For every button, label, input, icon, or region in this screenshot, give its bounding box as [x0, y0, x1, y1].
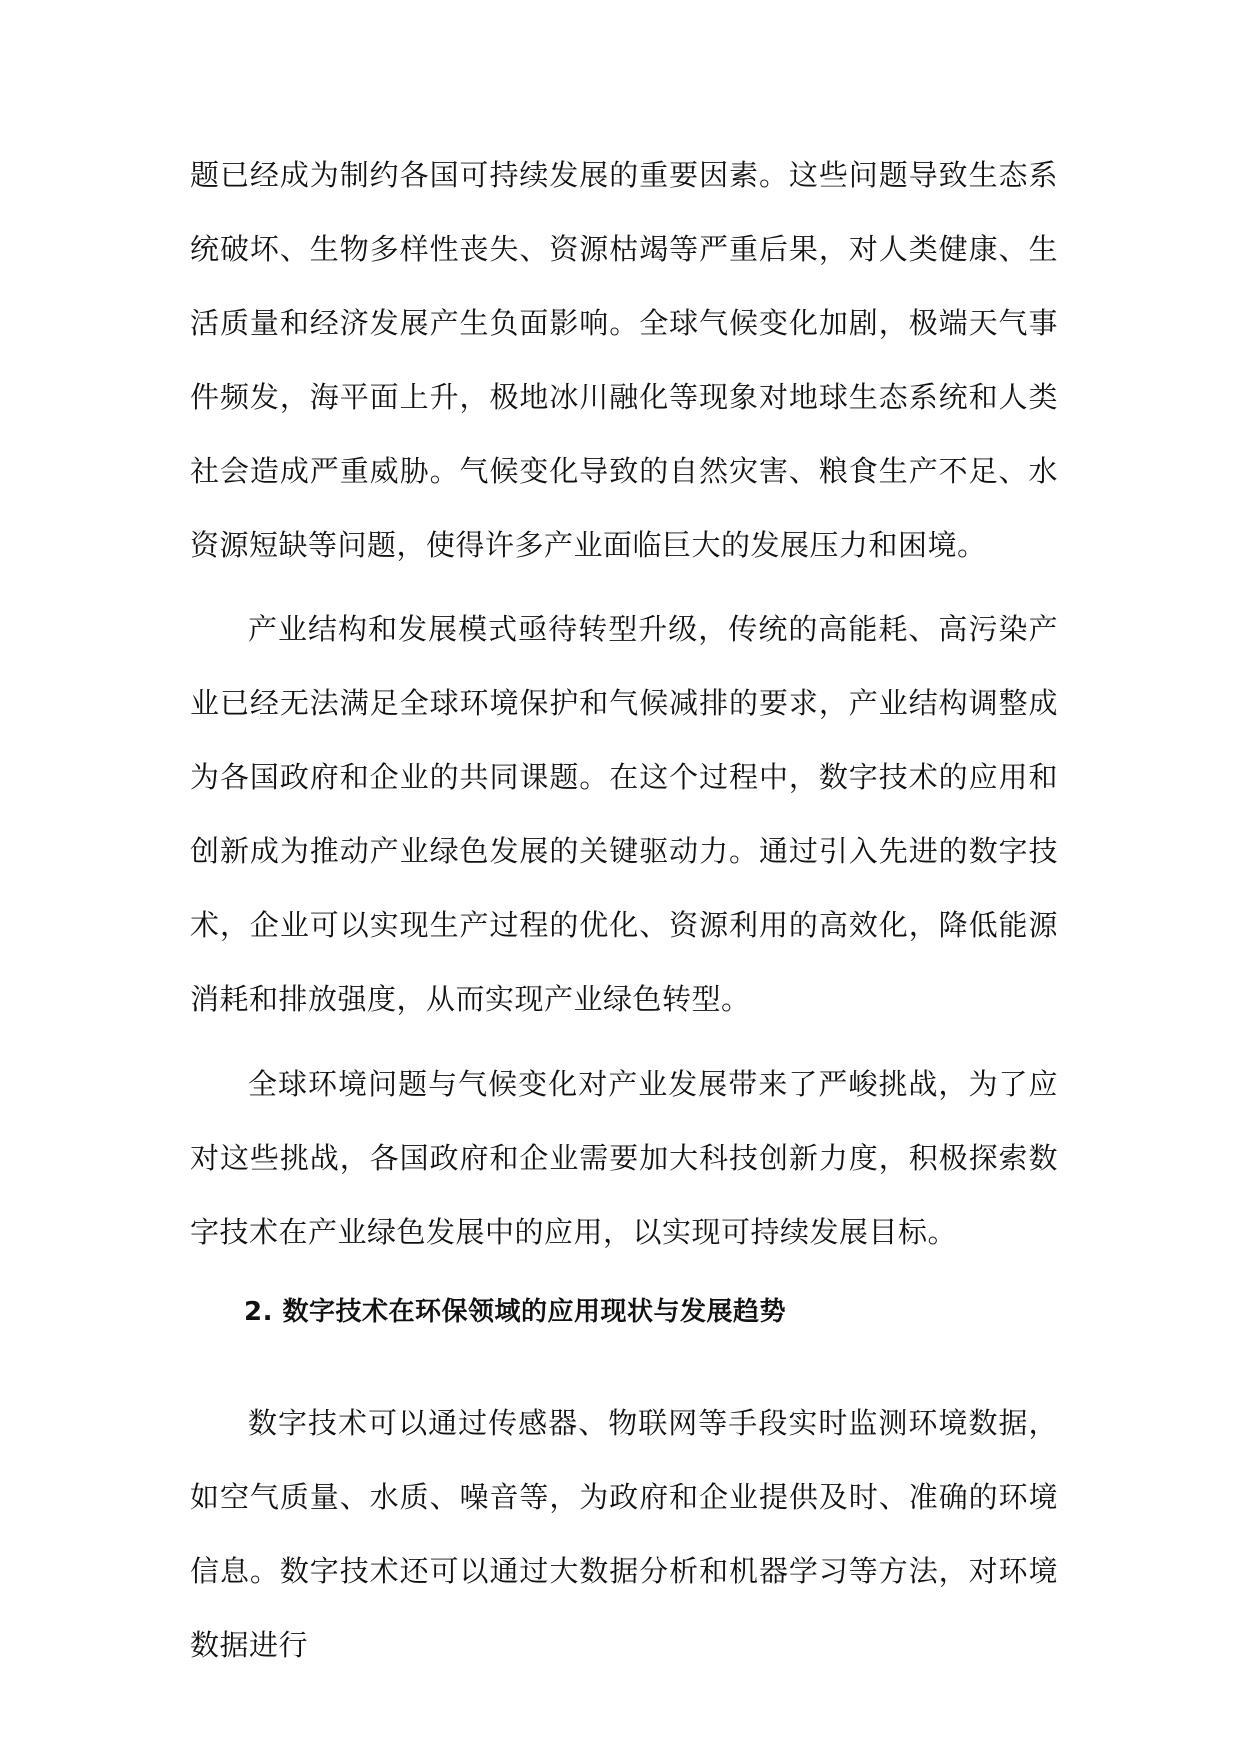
section-paragraph-1: 数字技术可以通过传感器、物联网等手段实时监测环境数据，如空气质量、水质、噪音等，为政府和企业提供及时、准确的环境信息。数字技术还可以通过大数据分析和机器学习等方法，对环境数据进行: [190, 1406, 1058, 1662]
body-paragraph-2: 产业结构和发展模式亟待转型升级，传统的高能耗、高污染产业已经无法满足全球环境保护和气候减排的要求，产业结构调整成为各国政府和企业的共同课题。在这个过程中，数字技术的应用和创新成为推动产业绿色发展的关键驱动力。通过引入先进的数字技术，企业可以实现生产过程的优化、资源利用的高效化，降低能源消耗和排放强度，从而实现产业绿色转型。: [190, 612, 1058, 1016]
section-heading: 2. 数字技术在环保领域的应用现状与发展趋势: [244, 1297, 787, 1327]
body-paragraph-3: 全球环境问题与气候变化对产业发展带来了严峻挑战，为了应对这些挑战，各国政府和企业需要加大科技创新力度，积极探索数字技术在产业绿色发展中的应用，以实现可持续发展目标。: [190, 1067, 1058, 1249]
body-paragraph-1: 题已经成为制约各国可持续发展的重要因素。这些问题导致生态系统破坏、生物多样性丧失、资源枯竭等严重后果，对人类健康、生活质量和经济发展产生负面影响。全球气候变化加剧，极端天气事件频发，海平面上升，极地冰川融化等现象对地球生态系统和人类社会造成严重威胁。气候变化导致的自然灾害、粮食生产不足、水资源短缺等问题，使得许多产业面临巨大的发展压力和困境。: [190, 158, 1058, 562]
